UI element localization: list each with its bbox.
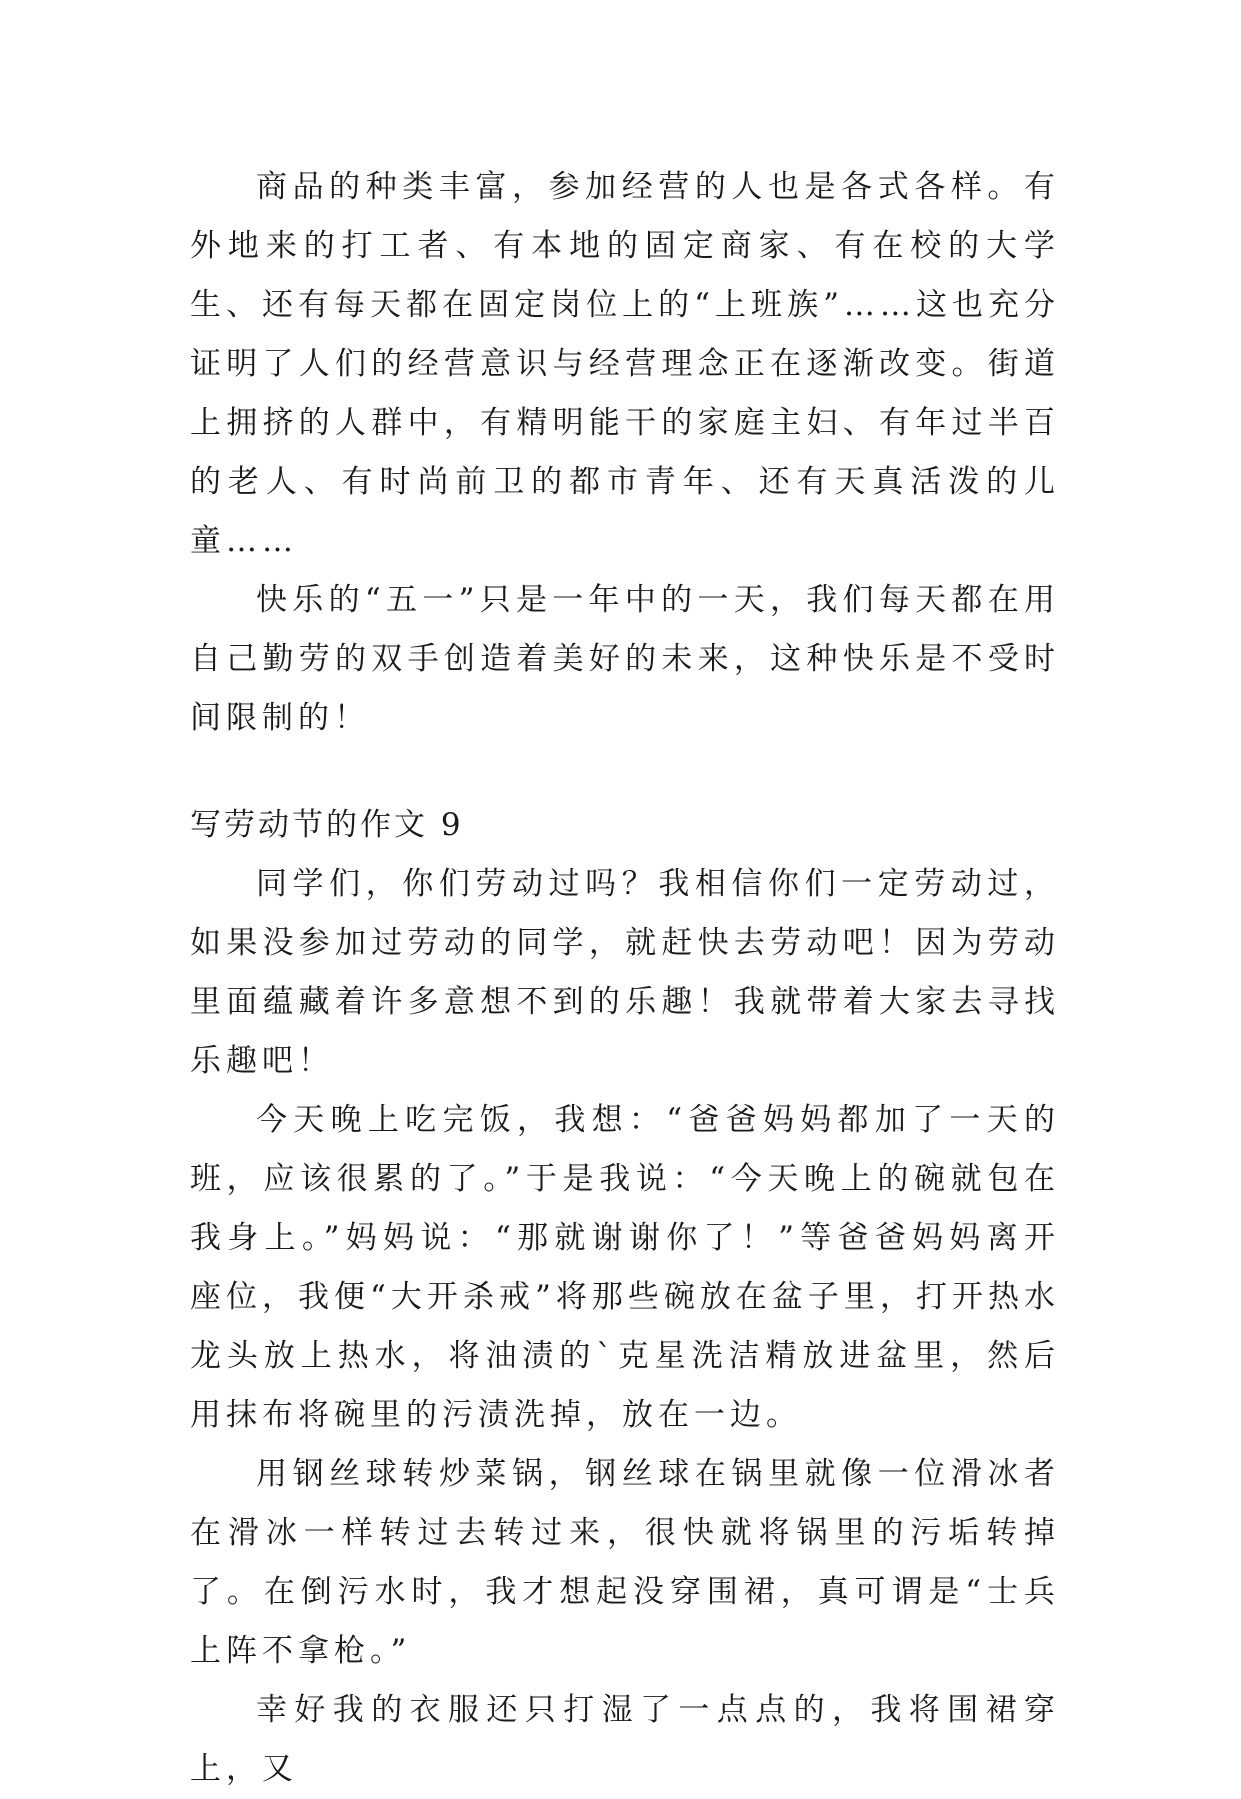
paragraph: 快乐的“五一”只是一年中的一天，我们每天都在用自己勤劳的双手创造着美好的未来，这种快乐是不受时间限制的！ bbox=[190, 582, 1060, 736]
paragraph: 用钢丝球转炒菜锅，钢丝球在锅里就像一位滑冰者在滑冰一样转过去转过来，很快就将锅里的污垢转掉了。在倒污水时，我才想起没穿围裙，真可谓是“士兵上阵不拿枪。” bbox=[190, 1456, 1060, 1669]
section-title: 写劳动节的作文 9 bbox=[190, 807, 464, 843]
paragraph: 同学们，你们劳动过吗？我相信你们一定劳动过，如果没参加过劳动的同学，就赶快去劳动吧！因为劳动里面蕴藏着许多意想不到的乐趣！我就带着大家去寻找乐趣吧！ bbox=[190, 866, 1060, 1079]
document-body bbox=[190, 158, 1060, 1799]
paragraph: 今天晚上吃完饭，我想：“爸爸妈妈都加了一天的班，应该很累的了。”于是我说：“今天晚上的碗就包在我身上。”妈妈说：“那就谢谢你了！”等爸爸妈妈离开座位，我便“大开杀戒”将那些碗放在盆子里，打开热水龙头放上热水，将油渍的`克星洗洁精放进盆里，然后用抹布将碗里的污渍洗掉，放在一边。 bbox=[190, 1102, 1060, 1433]
paragraph: 幸好我的衣服还只打湿了一点点的，我将围裙穿上，又 bbox=[190, 1692, 1060, 1787]
paragraph: 商品的种类丰富，参加经营的人也是各式各样。有外地来的打工者、有本地的固定商家、有在校的大学生、还有每天都在固定岗位上的“上班族”……这也充分证明了人们的经营意识与经营理念正在逐渐改变。街道上拥挤的人群中，有精明能干的家庭主妇、有年过半百的老人、有时尚前卫的都市青年、还有天真活泼的儿童…… bbox=[190, 169, 1060, 559]
